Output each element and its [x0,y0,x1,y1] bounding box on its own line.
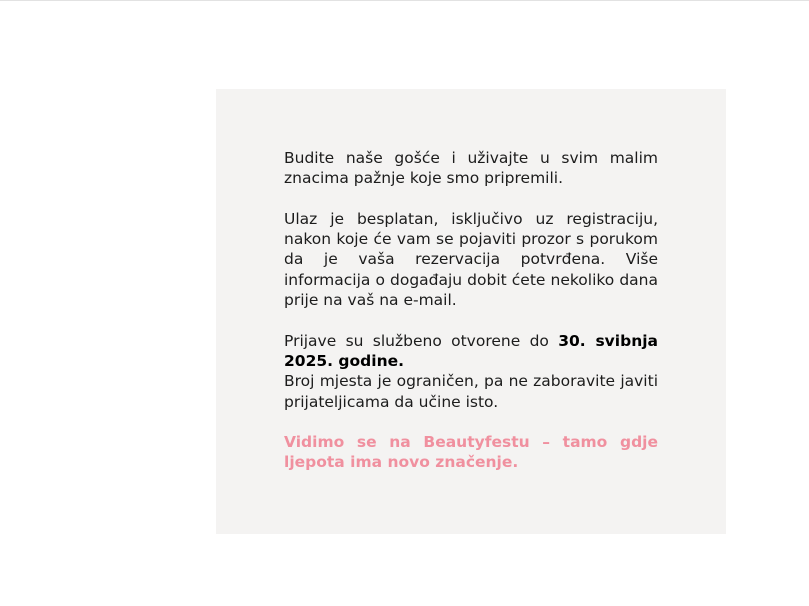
intro-paragraph: Budite naše gošće i uživajte u svim malim znacima pažnje koje smo pripremili. [284,149,658,188]
registration-paragraph: Ulaz je besplatan, isključivo uz registraciju, nakon koje će vam se pojaviti prozor s porukom da je vaša rezervacija potvrđena. Više informacija o događaju dobit ćete nekoliko dana prije na vaš na e-mail. [284,209,658,310]
deadline-prefix: Prijave su službeno otvorene do [284,331,559,350]
deadline-paragraph [284,331,658,412]
limited-spots-text: Broj mjesta je ograničen, pa ne zaboravite javiti prijateljicama da učine isto. [284,372,658,411]
top-divider [0,0,809,1]
info-text-block [284,148,658,473]
deadline-date: 30. svibnja 2025. godine. [284,331,659,370]
info-card [216,89,726,534]
closing-message: Vidimo se na Beautyfestu – tamo gdje ljepota ima novo značenje. [284,433,658,472]
